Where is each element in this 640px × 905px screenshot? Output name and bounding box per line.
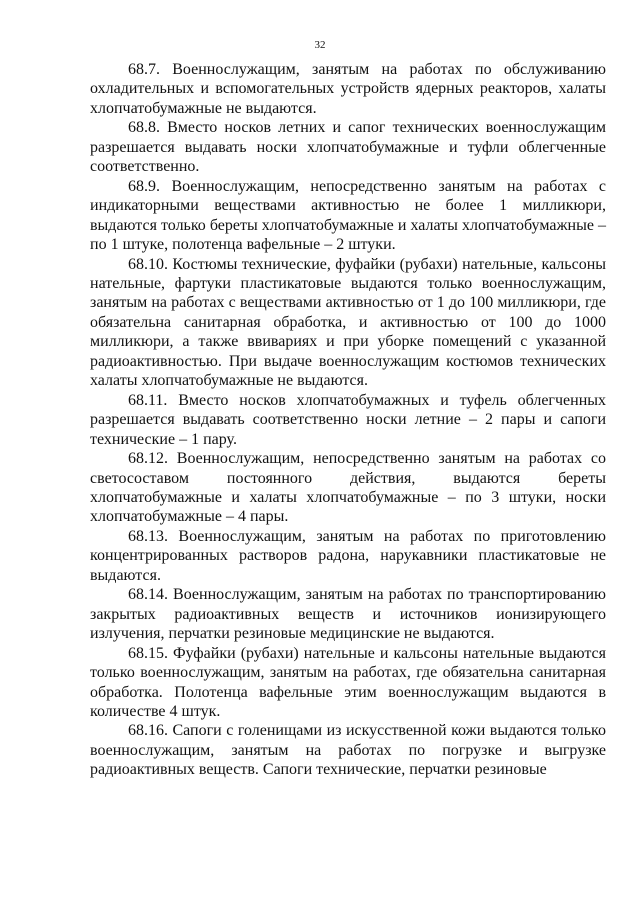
paragraph-68-9: 68.9. Военнослужащим, непосредственно занятым на работах с индикаторными веществами активностью не более 1 милликюри, выдаются только береты хлопчатобумажные и халаты хлопчатобумажные – по 1 штуке, полотенца вафельные – 2 штуки. — [90, 177, 606, 254]
paragraph-68-13: 68.13. Военнослужащим, занятым на работах по приготовлению концентрированных растворов радона, нарукавники пластикатовые не выдаются. — [90, 527, 606, 584]
paragraph-68-7: 68.7. Военнослужащим, занятым на работах по обслуживанию охладительных и вспомогательных устройств ядерных реакторов, халаты хлопчатобумажные не выдаются. — [90, 61, 606, 117]
paragraph-68-12: 68.12. Военнослужащим, непосредственно занятым на работах со светосоставом постоянного действия, выдаются береты хлопчатобумажные и халаты хлопчатобумажные – по 3 штуки, носки хлопчатобумажные – 4 пары. — [90, 450, 606, 526]
document-body — [90, 60, 606, 780]
paragraph-68-16: 68.16. Сапоги с голенищами из искусственной кожи выдаются только военнослужащим, занятым на работах по погрузке и выгрузке радиоактивных веществ. Сапоги технические, перчатки резиновые — [90, 722, 606, 779]
paragraph-68-8: 68.8. Вместо носков летних и сапог технических военнослужащим разрешается выдавать носки хлопчатобумажные и туфли облегченные соответственно. — [90, 119, 606, 176]
paragraph-68-11: 68.11. Вместо носков хлопчатобумажных и туфель облегченных разрешается выдавать соответственно носки летние – 2 пары и сапоги технические – 1 пару. — [90, 391, 606, 448]
paragraph-68-15: 68.15. Фуфайки (рубахи) нательные и кальсоны нательные выдаются только военнослужащим, занятым на работах, где обязательна санитарная обработка. Полотенца вафельные этим военнослужащим выдаются в количестве 4 штук. — [90, 644, 606, 720]
page-number: 32 — [314, 39, 326, 51]
paragraph-68-14: 68.14. Военнослужащим, занятым на работах по транспортированию закрытых радиоактивных веществ и источников ионизирующего излучения, перчатки резиновые медицинские не выдаются. — [90, 586, 606, 643]
paragraph-68-10: 68.10. Костюмы технические, фуфайки (рубахи) нательные, кальсоны нательные, фартуки пластикатовые выдаются только военнослужащим, занятым на работах с веществами активностью от 1 до 100 милликюри, где обязательна санитарная обработка, и активностью от 100 до 1000 милликюри, а также ввивариях и при уборке помещений с указанной радиоактивностью. При выдаче военнослужащим костюмов технических халаты хлопчатобумажные не выдаются. — [90, 255, 606, 390]
